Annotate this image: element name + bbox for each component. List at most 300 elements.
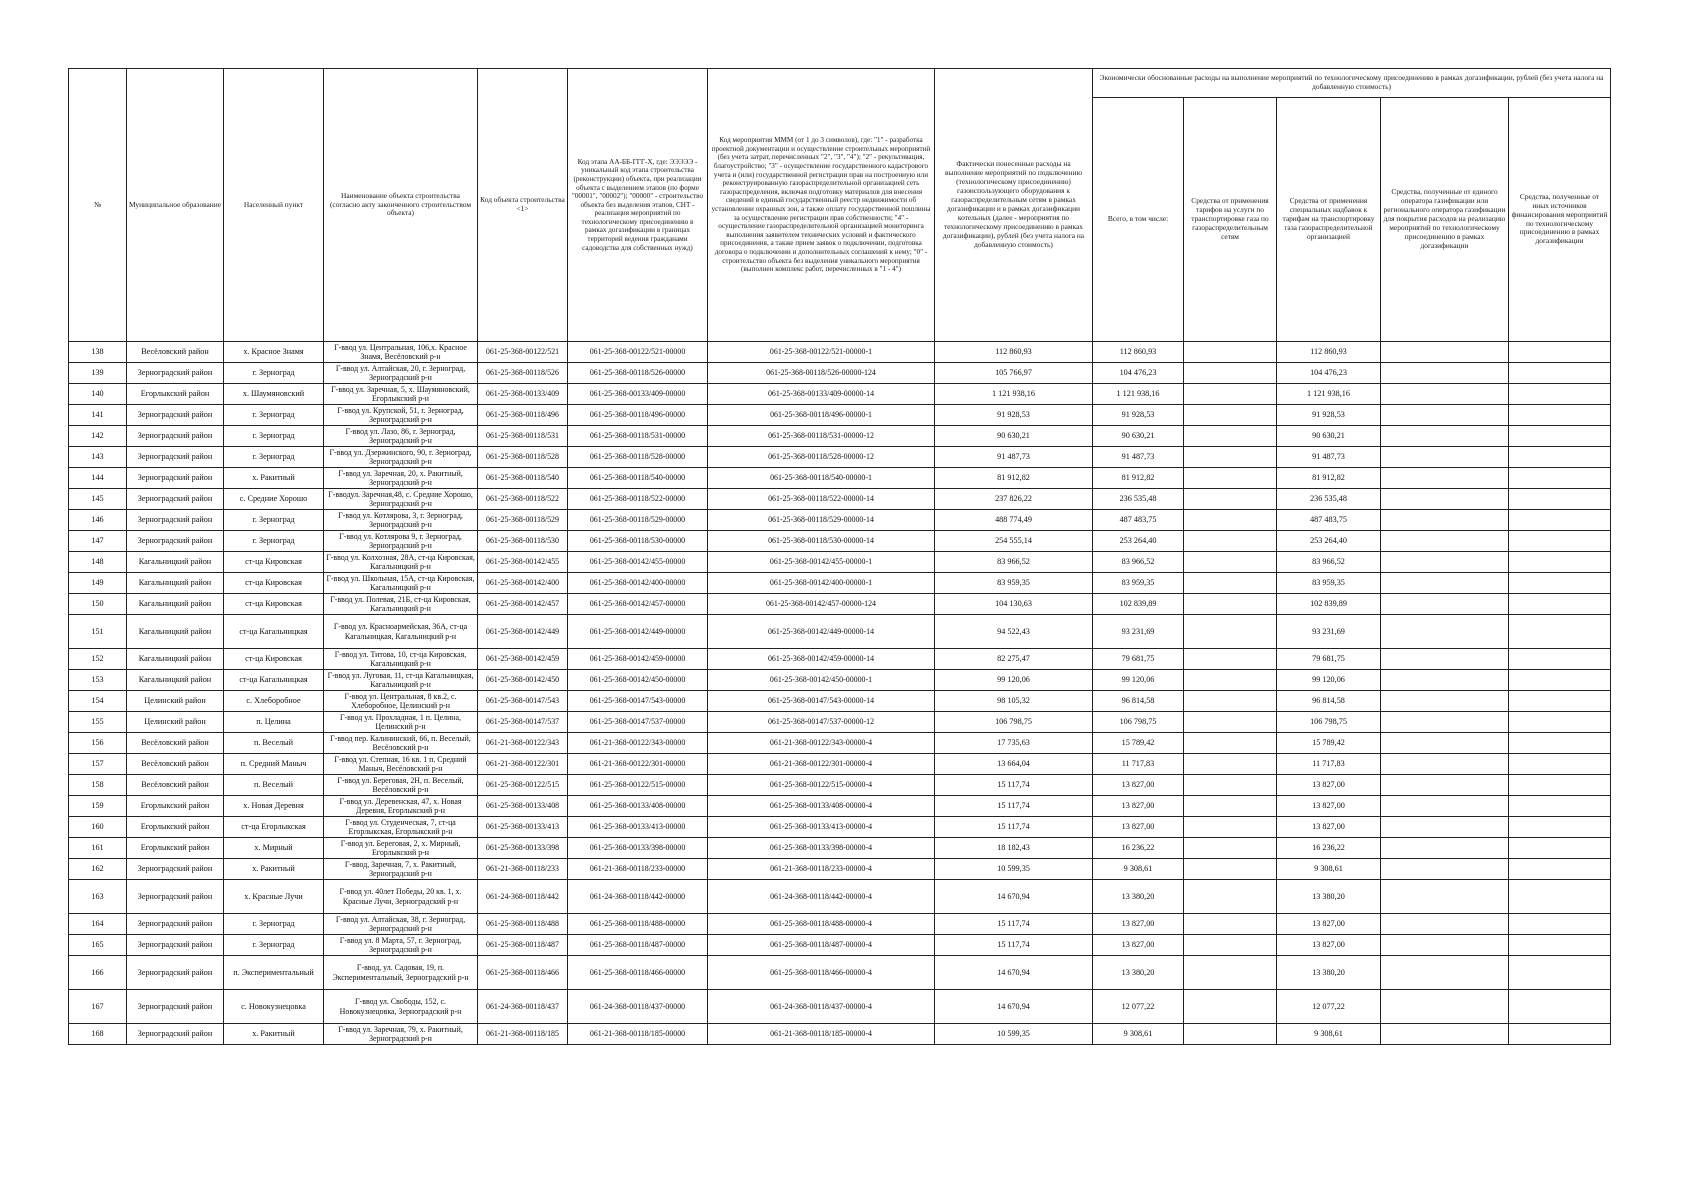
row-stage-code-cell: 061-25-368-00142/400-00000 <box>568 573 708 594</box>
row-other-funds-cell <box>1509 817 1611 838</box>
header-no: № <box>69 69 127 342</box>
row-no-cell: 150 <box>69 594 127 615</box>
row-stage-code-cell: 061-25-368-00142/455-00000 <box>568 552 708 573</box>
row-event-code-cell: 061-25-368-00142/449-00000-14 <box>708 615 935 649</box>
row-other-funds-cell <box>1509 363 1611 384</box>
row-surcharge-funds-cell: 83 959,35 <box>1277 573 1381 594</box>
row-total-cell: 112 860,93 <box>1093 342 1184 363</box>
row-operator-funds-cell <box>1381 384 1509 405</box>
row-total-cell: 13 827,00 <box>1093 935 1184 956</box>
row-municipality-cell: Кагальницкий район <box>127 594 224 615</box>
row-surcharge-funds-cell: 102 839,89 <box>1277 594 1381 615</box>
table-row <box>69 447 1611 468</box>
row-actual-costs-cell: 81 912,82 <box>935 468 1093 489</box>
row-object-name-cell: Г-ввод ул. Свободы, 152, с. Новокузнецовка, Зерноградский р-н <box>324 990 478 1024</box>
row-municipality-cell: Целинский район <box>127 712 224 733</box>
row-object-name-cell: Г-ввод ул. Алтайская, 20, г. Зерноград, Зерноградский р-н <box>324 363 478 384</box>
table-row <box>69 670 1611 691</box>
row-settlement-cell: ст-ца Егорлыкская <box>224 817 324 838</box>
row-actual-costs-cell: 15 117,74 <box>935 775 1093 796</box>
row-stage-code-cell: 061-25-368-00118/488-00000 <box>568 914 708 935</box>
row-surcharge-funds-cell: 112 860,93 <box>1277 342 1381 363</box>
row-object-name-cell: Г-ввод ул. 40лет Победы, 20 кв. 1, х. Красные Лучи, Зерноградский р-н <box>324 880 478 914</box>
row-other-funds-cell <box>1509 468 1611 489</box>
row-settlement-cell: х. Красное Знамя <box>224 342 324 363</box>
row-no-cell: 168 <box>69 1024 127 1045</box>
row-object-name-cell: Г-ввод ул. Котлярова 9, г. Зерноград, Зерноградский р-н <box>324 531 478 552</box>
row-total-cell: 487 483,75 <box>1093 510 1184 531</box>
row-other-funds-cell <box>1509 649 1611 670</box>
row-no-cell: 141 <box>69 405 127 426</box>
row-actual-costs-cell: 90 630,21 <box>935 426 1093 447</box>
row-no-cell: 144 <box>69 468 127 489</box>
row-settlement-cell: г. Зерноград <box>224 447 324 468</box>
header-tariff-funds: Средства от применения тарифов на услуги по транспортировке газа по газораспределительным сетям <box>1184 98 1277 342</box>
row-total-cell: 15 789,42 <box>1093 733 1184 754</box>
row-tariff-funds-cell <box>1184 489 1277 510</box>
row-settlement-cell: х. Мирный <box>224 838 324 859</box>
row-object-code-cell: 061-25-368-00133/413 <box>478 817 568 838</box>
row-actual-costs-cell: 98 105,32 <box>935 691 1093 712</box>
row-actual-costs-cell: 15 117,74 <box>935 914 1093 935</box>
row-event-code-cell: 061-25-368-00118/487-00000-4 <box>708 935 935 956</box>
table-row <box>69 733 1611 754</box>
table-row <box>69 384 1611 405</box>
row-surcharge-funds-cell: 13 827,00 <box>1277 796 1381 817</box>
table-row <box>69 754 1611 775</box>
row-object-name-cell: Г-ввод ул. Прохладная, 1 п. Целина, Целинский р-н <box>324 712 478 733</box>
row-settlement-cell: ст-ца Кировская <box>224 573 324 594</box>
row-settlement-cell: х. Красные Лучи <box>224 880 324 914</box>
row-object-code-cell: 061-25-368-00118/528 <box>478 447 568 468</box>
row-surcharge-funds-cell: 12 077,22 <box>1277 990 1381 1024</box>
row-object-code-cell: 061-25-368-00142/400 <box>478 573 568 594</box>
row-other-funds-cell <box>1509 775 1611 796</box>
document-sheet <box>68 68 1610 1045</box>
row-municipality-cell: Кагальницкий район <box>127 573 224 594</box>
row-event-code-cell: 061-25-368-00147/543-00000-14 <box>708 691 935 712</box>
header-event-code: Код мероприятия МММ (от 1 до 3 символов), где: "1" - разработка проектной документации и осуществление строительных мероприятий (без учета затрат, перечисленных "2", "3", "4"); "2" - рекультивация, благоустройство; "3" - осуществление государственного кадастрового учета и (или) государственной регистрации прав на построенную или реконструированную газораспределительной организацией сеть газораспределения, включая подготовку материалов для внесения сведений в единый государственный реестр недвижимости об установлении охранных зон, а также оплату государственной пошлины за осуществление регистрации прав собственности; "4" - осуществление газораспределительной организацией мониторинга выполнения заявителем технических условий и фактического присоединения, а также прием заявок о подключении, подготовка договора о подключении и дополнительных соглашений к нему; "0" - строительство объекта без выделения уникального мероприятия (выполнен комплекс работ, перечисленных в "1 - 4") <box>708 69 935 342</box>
row-tariff-funds-cell <box>1184 775 1277 796</box>
row-object-code-cell: 061-24-368-00118/437 <box>478 990 568 1024</box>
row-surcharge-funds-cell: 13 827,00 <box>1277 914 1381 935</box>
row-stage-code-cell: 061-21-368-00122/343-00000 <box>568 733 708 754</box>
row-municipality-cell: Егорлыкский район <box>127 817 224 838</box>
row-object-name-cell: Г-ввод ул. Колхозная, 28А, ст-ца Кировская, Кагальницкий р-н <box>324 552 478 573</box>
row-surcharge-funds-cell: 9 308,61 <box>1277 1024 1381 1045</box>
row-event-code-cell: 061-25-368-00118/529-00000-14 <box>708 510 935 531</box>
table-row <box>69 990 1611 1024</box>
table-row <box>69 712 1611 733</box>
row-municipality-cell: Зерноградский район <box>127 489 224 510</box>
row-surcharge-funds-cell: 96 814,58 <box>1277 691 1381 712</box>
row-actual-costs-cell: 15 117,74 <box>935 796 1093 817</box>
row-stage-code-cell: 061-25-368-00147/537-00000 <box>568 712 708 733</box>
row-object-name-cell: Г-ввод ул. Дзержинского, 90, г. Зерноград, Зерноградский р-н <box>324 447 478 468</box>
row-settlement-cell: с. Средние Хорошо <box>224 489 324 510</box>
row-actual-costs-cell: 13 664,04 <box>935 754 1093 775</box>
row-municipality-cell: Егорлыкский район <box>127 384 224 405</box>
row-surcharge-funds-cell: 15 789,42 <box>1277 733 1381 754</box>
header-object-code: Код объекта строительства <1> <box>478 69 568 342</box>
table-row <box>69 342 1611 363</box>
row-stage-code-cell: 061-25-368-00118/526-00000 <box>568 363 708 384</box>
row-no-cell: 158 <box>69 775 127 796</box>
row-total-cell: 13 827,00 <box>1093 775 1184 796</box>
table-header <box>69 69 1611 342</box>
row-municipality-cell: Егорлыкский район <box>127 796 224 817</box>
row-other-funds-cell <box>1509 796 1611 817</box>
header-other-funds: Средства, полученные от иных источников финансирования мероприятий по технологическому присоединению в рамках догазификации <box>1509 98 1611 342</box>
row-operator-funds-cell <box>1381 468 1509 489</box>
row-object-code-cell: 061-25-368-00133/409 <box>478 384 568 405</box>
row-operator-funds-cell <box>1381 426 1509 447</box>
row-operator-funds-cell <box>1381 649 1509 670</box>
row-surcharge-funds-cell: 93 231,69 <box>1277 615 1381 649</box>
row-other-funds-cell <box>1509 531 1611 552</box>
row-operator-funds-cell <box>1381 712 1509 733</box>
row-stage-code-cell: 061-25-368-00118/466-00000 <box>568 956 708 990</box>
header-total: Всего, в том числе: <box>1093 98 1184 342</box>
row-object-name-cell: Г-ввод ул. Центральная, 106,х. Красное Знамя, Весёловский р-н <box>324 342 478 363</box>
table-row <box>69 880 1611 914</box>
row-stage-code-cell: 061-25-368-00122/521-00000 <box>568 342 708 363</box>
row-object-name-cell: Г-ввод ул. Береговая, 2, х. Мирный, Егорлыкский р-н <box>324 838 478 859</box>
row-no-cell: 151 <box>69 615 127 649</box>
table-row <box>69 426 1611 447</box>
row-no-cell: 139 <box>69 363 127 384</box>
table-row <box>69 468 1611 489</box>
row-object-code-cell: 061-25-368-00142/459 <box>478 649 568 670</box>
row-total-cell: 16 236,22 <box>1093 838 1184 859</box>
row-tariff-funds-cell <box>1184 531 1277 552</box>
row-stage-code-cell: 061-25-368-00118/522-00000 <box>568 489 708 510</box>
row-stage-code-cell: 061-25-368-00133/398-00000 <box>568 838 708 859</box>
row-tariff-funds-cell <box>1184 447 1277 468</box>
row-total-cell: 13 380,20 <box>1093 956 1184 990</box>
row-object-code-cell: 061-25-368-00118/487 <box>478 935 568 956</box>
row-other-funds-cell <box>1509 594 1611 615</box>
row-tariff-funds-cell <box>1184 384 1277 405</box>
row-tariff-funds-cell <box>1184 342 1277 363</box>
row-stage-code-cell: 061-25-368-00133/408-00000 <box>568 796 708 817</box>
row-total-cell: 90 630,21 <box>1093 426 1184 447</box>
row-object-name-cell: Г-ввод ул. Полевая, 21Б, ст-ца Кировская, Кагальницкий р-н <box>324 594 478 615</box>
row-tariff-funds-cell <box>1184 1024 1277 1045</box>
row-settlement-cell: ст-ца Кировская <box>224 552 324 573</box>
row-no-cell: 164 <box>69 914 127 935</box>
row-total-cell: 96 814,58 <box>1093 691 1184 712</box>
row-settlement-cell: х. Ракитный <box>224 1024 324 1045</box>
row-total-cell: 13 827,00 <box>1093 914 1184 935</box>
row-other-funds-cell <box>1509 880 1611 914</box>
header-object-name: Наименование объекта строительства (согласно акту законченного строительством объекта) <box>324 69 478 342</box>
row-total-cell: 253 264,40 <box>1093 531 1184 552</box>
table-row <box>69 859 1611 880</box>
row-no-cell: 142 <box>69 426 127 447</box>
table-row <box>69 838 1611 859</box>
row-object-code-cell: 061-24-368-00118/442 <box>478 880 568 914</box>
row-operator-funds-cell <box>1381 615 1509 649</box>
row-settlement-cell: г. Зерноград <box>224 363 324 384</box>
row-object-name-cell: Г-ввод ул. Заречная, 20, х. Ракитный, Зерноградский р-н <box>324 468 478 489</box>
table-row <box>69 817 1611 838</box>
row-tariff-funds-cell <box>1184 510 1277 531</box>
row-other-funds-cell <box>1509 691 1611 712</box>
row-operator-funds-cell <box>1381 935 1509 956</box>
row-operator-funds-cell <box>1381 956 1509 990</box>
row-settlement-cell: г. Зерноград <box>224 531 324 552</box>
table-row <box>69 956 1611 990</box>
row-operator-funds-cell <box>1381 510 1509 531</box>
row-other-funds-cell <box>1509 615 1611 649</box>
table-row <box>69 615 1611 649</box>
row-event-code-cell: 061-24-368-00118/442-00000-4 <box>708 880 935 914</box>
row-object-code-cell: 061-25-368-00118/530 <box>478 531 568 552</box>
row-object-code-cell: 061-25-368-00142/455 <box>478 552 568 573</box>
row-tariff-funds-cell <box>1184 468 1277 489</box>
row-actual-costs-cell: 106 798,75 <box>935 712 1093 733</box>
row-no-cell: 166 <box>69 956 127 990</box>
row-object-code-cell: 061-25-368-00118/496 <box>478 405 568 426</box>
row-object-name-cell: Г-ввод ул. Заречная, 79, х. Ракитный, Зерноградский р-н <box>324 1024 478 1045</box>
row-municipality-cell: Целинский район <box>127 691 224 712</box>
row-surcharge-funds-cell: 487 483,75 <box>1277 510 1381 531</box>
row-object-name-cell: Г-ввод ул. Береговая, 2Н, п. Веселый, Весёловский р-н <box>324 775 478 796</box>
row-object-name-cell: Г-ввод ул. Крупской, 51, г. Зерноград, Зерноградский р-н <box>324 405 478 426</box>
row-municipality-cell: Весёловский район <box>127 775 224 796</box>
row-event-code-cell: 061-25-368-00118/522-00000-14 <box>708 489 935 510</box>
row-total-cell: 102 839,89 <box>1093 594 1184 615</box>
table-row <box>69 405 1611 426</box>
row-no-cell: 165 <box>69 935 127 956</box>
row-stage-code-cell: 061-24-368-00118/437-00000 <box>568 990 708 1024</box>
row-surcharge-funds-cell: 91 928,53 <box>1277 405 1381 426</box>
row-actual-costs-cell: 254 555,14 <box>935 531 1093 552</box>
row-no-cell: 145 <box>69 489 127 510</box>
row-actual-costs-cell: 18 182,43 <box>935 838 1093 859</box>
row-stage-code-cell: 061-25-368-00133/409-00000 <box>568 384 708 405</box>
row-total-cell: 12 077,22 <box>1093 990 1184 1024</box>
row-surcharge-funds-cell: 236 535,48 <box>1277 489 1381 510</box>
row-other-funds-cell <box>1509 405 1611 426</box>
row-other-funds-cell <box>1509 754 1611 775</box>
row-municipality-cell: Кагальницкий район <box>127 649 224 670</box>
row-event-code-cell: 061-25-368-00142/459-00000-14 <box>708 649 935 670</box>
row-stage-code-cell: 061-21-368-00118/185-00000 <box>568 1024 708 1045</box>
row-event-code-cell: 061-25-368-00147/537-00000-12 <box>708 712 935 733</box>
row-event-code-cell: 061-25-368-00142/457-00000-124 <box>708 594 935 615</box>
row-municipality-cell: Зерноградский район <box>127 510 224 531</box>
row-tariff-funds-cell <box>1184 691 1277 712</box>
row-settlement-cell: п. Веселый <box>224 733 324 754</box>
row-operator-funds-cell <box>1381 754 1509 775</box>
row-no-cell: 163 <box>69 880 127 914</box>
row-stage-code-cell: 061-25-368-00118/529-00000 <box>568 510 708 531</box>
row-other-funds-cell <box>1509 956 1611 990</box>
row-actual-costs-cell: 237 826,22 <box>935 489 1093 510</box>
row-object-code-cell: 061-21-368-00122/343 <box>478 733 568 754</box>
row-municipality-cell: Зерноградский район <box>127 880 224 914</box>
row-tariff-funds-cell <box>1184 859 1277 880</box>
row-municipality-cell: Зерноградский район <box>127 935 224 956</box>
row-stage-code-cell: 061-25-368-00118/496-00000 <box>568 405 708 426</box>
row-object-name-cell: Г-ввод ул. Студенческая, 7, ст-ца Егорлыкская, Егорлыкский р-н <box>324 817 478 838</box>
row-event-code-cell: 061-21-368-00118/233-00000-4 <box>708 859 935 880</box>
row-object-code-cell: 061-25-368-00133/398 <box>478 838 568 859</box>
row-actual-costs-cell: 91 487,73 <box>935 447 1093 468</box>
row-no-cell: 155 <box>69 712 127 733</box>
row-operator-funds-cell <box>1381 817 1509 838</box>
row-event-code-cell: 061-25-368-00133/398-00000-4 <box>708 838 935 859</box>
row-stage-code-cell: 061-21-368-00122/301-00000 <box>568 754 708 775</box>
row-object-name-cell: Г-ввод ул. Заречная, 5, х. Шаумяновский, Егорлыкский р-н <box>324 384 478 405</box>
table-row <box>69 489 1611 510</box>
row-actual-costs-cell: 488 774,49 <box>935 510 1093 531</box>
row-other-funds-cell <box>1509 573 1611 594</box>
table-row <box>69 594 1611 615</box>
row-operator-funds-cell <box>1381 1024 1509 1045</box>
table-row <box>69 775 1611 796</box>
row-surcharge-funds-cell: 253 264,40 <box>1277 531 1381 552</box>
row-surcharge-funds-cell: 99 120,06 <box>1277 670 1381 691</box>
row-event-code-cell: 061-25-368-00118/488-00000-4 <box>708 914 935 935</box>
row-total-cell: 83 959,35 <box>1093 573 1184 594</box>
row-other-funds-cell <box>1509 426 1611 447</box>
row-stage-code-cell: 061-25-368-00133/413-00000 <box>568 817 708 838</box>
header-settlement: Населенный пункт <box>224 69 324 342</box>
row-object-name-cell: Г-ввод ул. Центральная, 8 кв.2, с. Хлеборобное, Целинский р-н <box>324 691 478 712</box>
row-actual-costs-cell: 10 599,35 <box>935 859 1093 880</box>
row-event-code-cell: 061-21-368-00118/185-00000-4 <box>708 1024 935 1045</box>
row-settlement-cell: с. Хлеборобное <box>224 691 324 712</box>
row-event-code-cell: 061-25-368-00118/496-00000-1 <box>708 405 935 426</box>
row-settlement-cell: п. Целина <box>224 712 324 733</box>
row-total-cell: 13 380,20 <box>1093 880 1184 914</box>
row-total-cell: 9 308,61 <box>1093 1024 1184 1045</box>
row-operator-funds-cell <box>1381 552 1509 573</box>
row-actual-costs-cell: 104 130,63 <box>935 594 1093 615</box>
row-other-funds-cell <box>1509 935 1611 956</box>
row-object-name-cell: Г-ввод ул. 8 Марта, 57, г. Зерноград, Зерноградский р-н <box>324 935 478 956</box>
row-stage-code-cell: 061-25-368-00142/450-00000 <box>568 670 708 691</box>
row-tariff-funds-cell <box>1184 615 1277 649</box>
row-tariff-funds-cell <box>1184 880 1277 914</box>
row-object-code-cell: 061-25-368-00142/449 <box>478 615 568 649</box>
row-actual-costs-cell: 83 959,35 <box>935 573 1093 594</box>
row-object-code-cell: 061-25-368-00122/521 <box>478 342 568 363</box>
row-actual-costs-cell: 112 860,93 <box>935 342 1093 363</box>
row-no-cell: 149 <box>69 573 127 594</box>
row-object-name-cell: Г-ввод ул. Степная, 16 кв. 1 п. Средний Маныч, Весёловский р-н <box>324 754 478 775</box>
table-row <box>69 914 1611 935</box>
row-actual-costs-cell: 14 670,94 <box>935 956 1093 990</box>
row-operator-funds-cell <box>1381 594 1509 615</box>
row-surcharge-funds-cell: 13 827,00 <box>1277 775 1381 796</box>
row-municipality-cell: Весёловский район <box>127 733 224 754</box>
row-tariff-funds-cell <box>1184 817 1277 838</box>
row-object-name-cell: Г-ввод, Заречная, 7, х. Ракитный, Зерноградский р-н <box>324 859 478 880</box>
table-row <box>69 363 1611 384</box>
row-event-code-cell: 061-25-368-00118/526-00000-124 <box>708 363 935 384</box>
row-actual-costs-cell: 14 670,94 <box>935 990 1093 1024</box>
row-municipality-cell: Кагальницкий район <box>127 615 224 649</box>
row-other-funds-cell <box>1509 552 1611 573</box>
row-actual-costs-cell: 14 670,94 <box>935 880 1093 914</box>
row-other-funds-cell <box>1509 447 1611 468</box>
row-event-code-cell: 061-25-368-00142/450-00000-1 <box>708 670 935 691</box>
row-total-cell: 93 231,69 <box>1093 615 1184 649</box>
row-municipality-cell: Зерноградский район <box>127 914 224 935</box>
row-settlement-cell: ст-ца Кировская <box>224 594 324 615</box>
row-object-name-cell: Г-ввод ул. Школьная, 15А, ст-ца Кировская, Кагальницкий р-н <box>324 573 478 594</box>
row-settlement-cell: г. Зерноград <box>224 935 324 956</box>
row-event-code-cell: 061-25-368-00122/521-00000-1 <box>708 342 935 363</box>
row-total-cell: 11 717,83 <box>1093 754 1184 775</box>
row-municipality-cell: Зерноградский район <box>127 956 224 990</box>
row-event-code-cell: 061-25-368-00118/528-00000-12 <box>708 447 935 468</box>
row-no-cell: 138 <box>69 342 127 363</box>
row-tariff-funds-cell <box>1184 914 1277 935</box>
row-settlement-cell: г. Зерноград <box>224 426 324 447</box>
row-total-cell: 83 966,52 <box>1093 552 1184 573</box>
row-other-funds-cell <box>1509 489 1611 510</box>
row-total-cell: 13 827,00 <box>1093 817 1184 838</box>
row-tariff-funds-cell <box>1184 573 1277 594</box>
row-surcharge-funds-cell: 1 121 938,16 <box>1277 384 1381 405</box>
row-event-code-cell: 061-25-368-00118/540-00000-1 <box>708 468 935 489</box>
row-other-funds-cell <box>1509 859 1611 880</box>
row-no-cell: 167 <box>69 990 127 1024</box>
row-tariff-funds-cell <box>1184 796 1277 817</box>
row-surcharge-funds-cell: 106 798,75 <box>1277 712 1381 733</box>
row-surcharge-funds-cell: 9 308,61 <box>1277 859 1381 880</box>
row-stage-code-cell: 061-25-368-00142/449-00000 <box>568 615 708 649</box>
row-surcharge-funds-cell: 83 966,52 <box>1277 552 1381 573</box>
row-other-funds-cell <box>1509 914 1611 935</box>
row-municipality-cell: Зерноградский район <box>127 405 224 426</box>
row-object-name-cell: Г-вводул. Заречная,48, с. Средние Хорошо, Зерноградский р-н <box>324 489 478 510</box>
row-settlement-cell: х. Шаумяновский <box>224 384 324 405</box>
row-other-funds-cell <box>1509 510 1611 531</box>
row-municipality-cell: Зерноградский район <box>127 531 224 552</box>
row-municipality-cell: Зерноградский район <box>127 363 224 384</box>
row-municipality-cell: Егорлыкский район <box>127 838 224 859</box>
row-municipality-cell: Зерноградский район <box>127 990 224 1024</box>
row-surcharge-funds-cell: 13 827,00 <box>1277 817 1381 838</box>
table-row <box>69 510 1611 531</box>
row-object-code-cell: 061-25-368-00118/540 <box>478 468 568 489</box>
row-event-code-cell: 061-21-368-00122/343-00000-4 <box>708 733 935 754</box>
row-operator-funds-cell <box>1381 733 1509 754</box>
row-event-code-cell: 061-25-368-00133/409-00000-14 <box>708 384 935 405</box>
row-surcharge-funds-cell: 91 487,73 <box>1277 447 1381 468</box>
row-settlement-cell: х. Ракитный <box>224 468 324 489</box>
row-tariff-funds-cell <box>1184 733 1277 754</box>
row-surcharge-funds-cell: 90 630,21 <box>1277 426 1381 447</box>
row-operator-funds-cell <box>1381 405 1509 426</box>
row-surcharge-funds-cell: 13 380,20 <box>1277 880 1381 914</box>
row-stage-code-cell: 061-25-368-00147/543-00000 <box>568 691 708 712</box>
row-event-code-cell: 061-25-368-00133/408-00000-4 <box>708 796 935 817</box>
row-stage-code-cell: 061-25-368-00142/457-00000 <box>568 594 708 615</box>
row-total-cell: 236 535,48 <box>1093 489 1184 510</box>
row-event-code-cell: 061-25-368-00118/466-00000-4 <box>708 956 935 990</box>
row-other-funds-cell <box>1509 670 1611 691</box>
row-object-code-cell: 061-21-368-00118/233 <box>478 859 568 880</box>
row-operator-funds-cell <box>1381 489 1509 510</box>
row-tariff-funds-cell <box>1184 670 1277 691</box>
